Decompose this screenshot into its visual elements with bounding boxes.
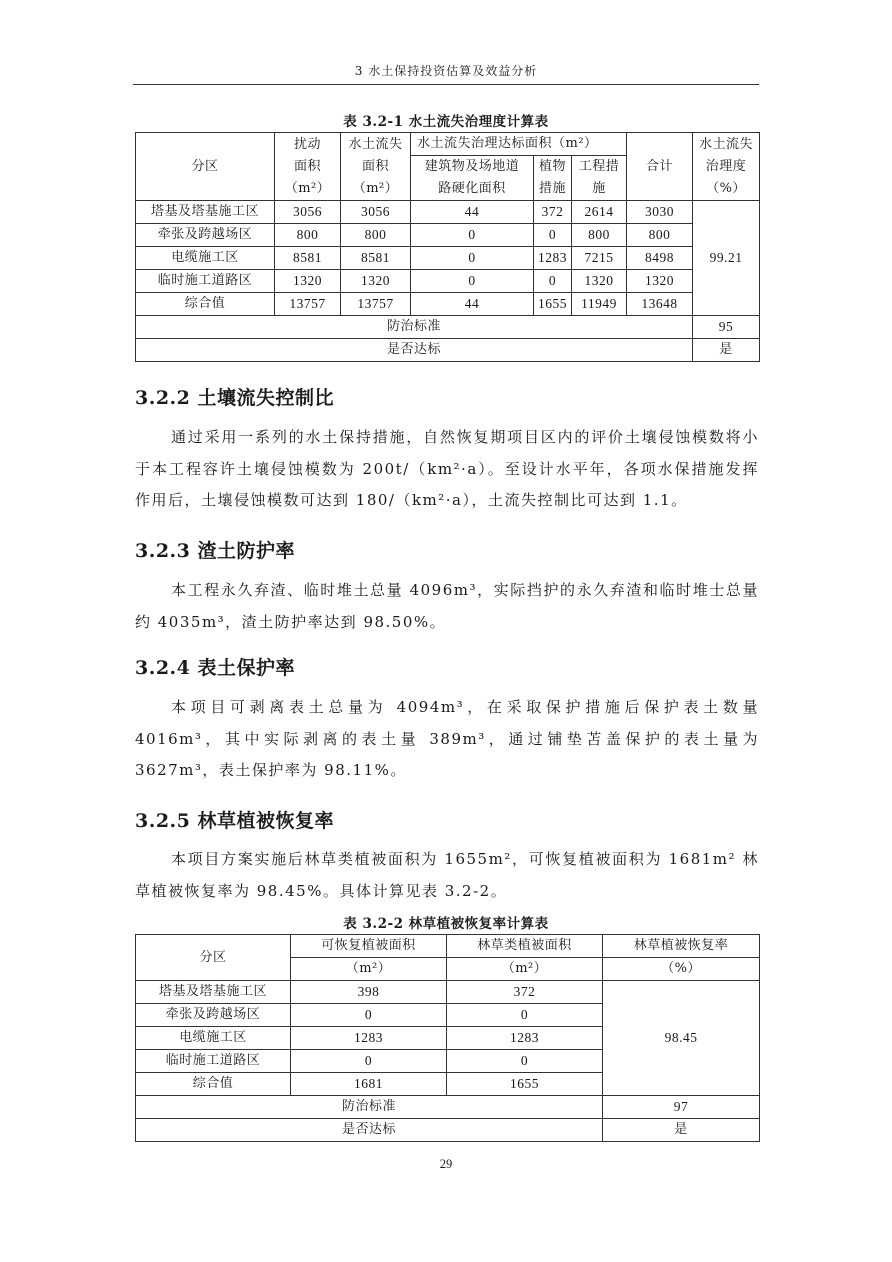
table-cell: 13757 (275, 293, 341, 316)
table-cell: 8498 (627, 247, 693, 270)
table-cell: 3056 (341, 201, 411, 224)
table2-rate-value: 98.45 (603, 981, 760, 1096)
disturb-line-3: （m²） (284, 180, 331, 196)
table-row (136, 247, 760, 270)
table-row (136, 201, 760, 224)
table-cell: 3030 (627, 201, 693, 224)
section-title-3-2-2: 3.2.2 土壤流失控制比 (135, 387, 335, 409)
table-cell: 塔基及塔基施工区 (136, 201, 275, 224)
page-number: 29 (439, 1157, 453, 1171)
table-cell: 0 (534, 270, 572, 293)
disturb-line-1: 扰动 (293, 136, 321, 152)
table-cell: 1655 (534, 293, 572, 316)
table-cell: 7215 (572, 247, 627, 270)
table1-head-loss (341, 133, 411, 201)
loss-line-3: （m²） (352, 180, 399, 196)
table-cell: 13757 (341, 293, 411, 316)
table-cell: 1320 (572, 270, 627, 293)
table1-head-disturb (275, 133, 341, 201)
table-cell: 13648 (627, 293, 693, 316)
table2-head-rate-unit: （%） (603, 958, 760, 981)
table2-head-recoverable-unit: （m²） (291, 958, 447, 981)
table-cell: 44 (411, 293, 534, 316)
table-cell: 0 (447, 1004, 603, 1027)
table1-standard-value: 95 (693, 316, 760, 339)
table-row (136, 981, 760, 1004)
running-header: 3 水土保持投资估算及效益分析 (354, 64, 538, 78)
table2-caption: 表 3.2-2 林草植被恢复率计算表 (343, 916, 549, 932)
degree-line-3: （%） (706, 180, 746, 196)
table-row (136, 293, 760, 316)
table2-head-recoverable: 可恢复植被面积 (291, 935, 447, 958)
table-cell: 1655 (447, 1073, 603, 1096)
table2-vegetation-recovery (135, 934, 760, 1142)
table-cell: 0 (411, 224, 534, 247)
table-cell: 0 (534, 224, 572, 247)
table-cell: 398 (291, 981, 447, 1004)
table1-standard-label: 防治标准 (136, 316, 693, 339)
table-cell: 800 (341, 224, 411, 247)
section-text-3-2-2: 通过采用一系列的水土保持措施，自然恢复期项目区内的评价土壤侵蚀模数将小于本工程容许土壤侵蚀模数为 200t/（km²·a）。至设计水平年，各项水保措施发挥作用后，土壤侵蚀模数可达到 180/（km²·a），土流失控制比可达到 1.1。 (135, 428, 759, 509)
table-cell: 1320 (341, 270, 411, 293)
table1-head-group: 水土流失治理达标面积（m²） (411, 133, 627, 156)
table1-head-eng (572, 156, 627, 201)
table-cell: 3056 (275, 201, 341, 224)
eng-line-2: 施 (592, 181, 606, 196)
table-cell: 临时施工道路区 (136, 270, 275, 293)
section-title-3-2-4: 3.2.4 表土保护率 (135, 657, 296, 679)
section-text-3-2-5: 本项目方案实施后林草类植被面积为 1655m²，可恢复植被面积为 1681m² 林草植被恢复率为 98.45%。具体计算见表 3.2-2。 (135, 850, 759, 900)
table-cell: 800 (275, 224, 341, 247)
table2-head-zone: 分区 (136, 935, 291, 981)
table-cell: 1681 (291, 1073, 447, 1096)
section-title-3-2-3: 3.2.3 渣土防护率 (135, 540, 296, 562)
table1-head-degree (693, 133, 760, 201)
table-cell: 0 (411, 270, 534, 293)
table-cell: 8581 (341, 247, 411, 270)
table-row (136, 1096, 760, 1119)
table1-reached-label: 是否达标 (136, 339, 693, 362)
table1-head-plant (534, 156, 572, 201)
table-cell: 1320 (275, 270, 341, 293)
table-cell: 综合值 (136, 293, 275, 316)
table-row (136, 224, 760, 247)
table2-standard-label: 防治标准 (136, 1096, 603, 1119)
table-cell: 0 (447, 1050, 603, 1073)
section-text-3-2-4: 本项目可剥离表土总量为 4094m³，在采取保护措施后保护表土数量 4016m³，其中实际剥离的表土量 389m³，通过铺垫苫盖保护的表土量为 3627m³，表土保护率为 98.11%。 (135, 698, 759, 779)
degree-line-2: 治理度 (705, 158, 747, 174)
table2-head-rate: 林草植被恢复率 (603, 935, 760, 958)
table-cell: 2614 (572, 201, 627, 224)
table-cell: 800 (627, 224, 693, 247)
table1-soil-loss-treatment (135, 132, 760, 362)
table-cell: 1283 (534, 247, 572, 270)
loss-line-1: 水土流失 (348, 136, 403, 152)
table-cell: 电缆施工区 (136, 1027, 291, 1050)
table-row (136, 316, 760, 339)
table-cell: 1320 (627, 270, 693, 293)
degree-line-1: 水土流失 (698, 136, 753, 152)
eng-line-1: 工程措 (578, 159, 620, 174)
table-cell: 综合值 (136, 1073, 291, 1096)
header-rule (133, 84, 759, 85)
section-text-3-2-3: 本工程永久弃渣、临时堆土总量 4096m³，实际挡护的永久弃渣和临时堆士总量约 4035m³，渣土防护率达到 98.50%。 (135, 581, 759, 631)
table-row (136, 339, 760, 362)
table-cell: 牵张及跨越场区 (136, 1004, 291, 1027)
table-cell: 1283 (291, 1027, 447, 1050)
table-cell: 8581 (275, 247, 341, 270)
section-title-3-2-5: 3.2.5 林草植被恢复率 (135, 810, 335, 832)
table-cell: 44 (411, 201, 534, 224)
table2-reached-label: 是否达标 (136, 1119, 603, 1142)
table2-head-forest-unit: （m²） (447, 958, 603, 981)
table1-head-zone: 分区 (136, 133, 275, 201)
table-cell: 0 (411, 247, 534, 270)
building-line-2: 路硬化面积 (438, 181, 506, 196)
table-cell: 0 (291, 1050, 447, 1073)
table2-standard-value: 97 (603, 1096, 760, 1119)
table1-head-building (411, 156, 534, 201)
table1-caption: 表 3.2-1 水土流失治理度计算表 (343, 114, 549, 130)
table-cell: 牵张及跨越场区 (136, 224, 275, 247)
table2-head-forest: 林草类植被面积 (447, 935, 603, 958)
table1-head-total: 合计 (627, 133, 693, 201)
table-cell: 11949 (572, 293, 627, 316)
table-cell: 电缆施工区 (136, 247, 275, 270)
disturb-line-2: 面积 (293, 158, 321, 174)
table1-reached-value: 是 (693, 339, 760, 362)
table-row (136, 1119, 760, 1142)
table1-degree-value: 99.21 (693, 201, 760, 316)
table-cell: 塔基及塔基施工区 (136, 981, 291, 1004)
table-cell: 临时施工道路区 (136, 1050, 291, 1073)
table-cell: 372 (534, 201, 572, 224)
plant-line-2: 措施 (538, 181, 566, 196)
table-cell: 1283 (447, 1027, 603, 1050)
building-line-1: 建筑物及场地道 (424, 159, 520, 174)
plant-line-1: 植物 (538, 159, 566, 174)
table-cell: 800 (572, 224, 627, 247)
table-cell: 0 (291, 1004, 447, 1027)
table-cell: 372 (447, 981, 603, 1004)
table2-reached-value: 是 (603, 1119, 760, 1142)
loss-line-2: 面积 (361, 158, 389, 174)
table-row (136, 270, 760, 293)
